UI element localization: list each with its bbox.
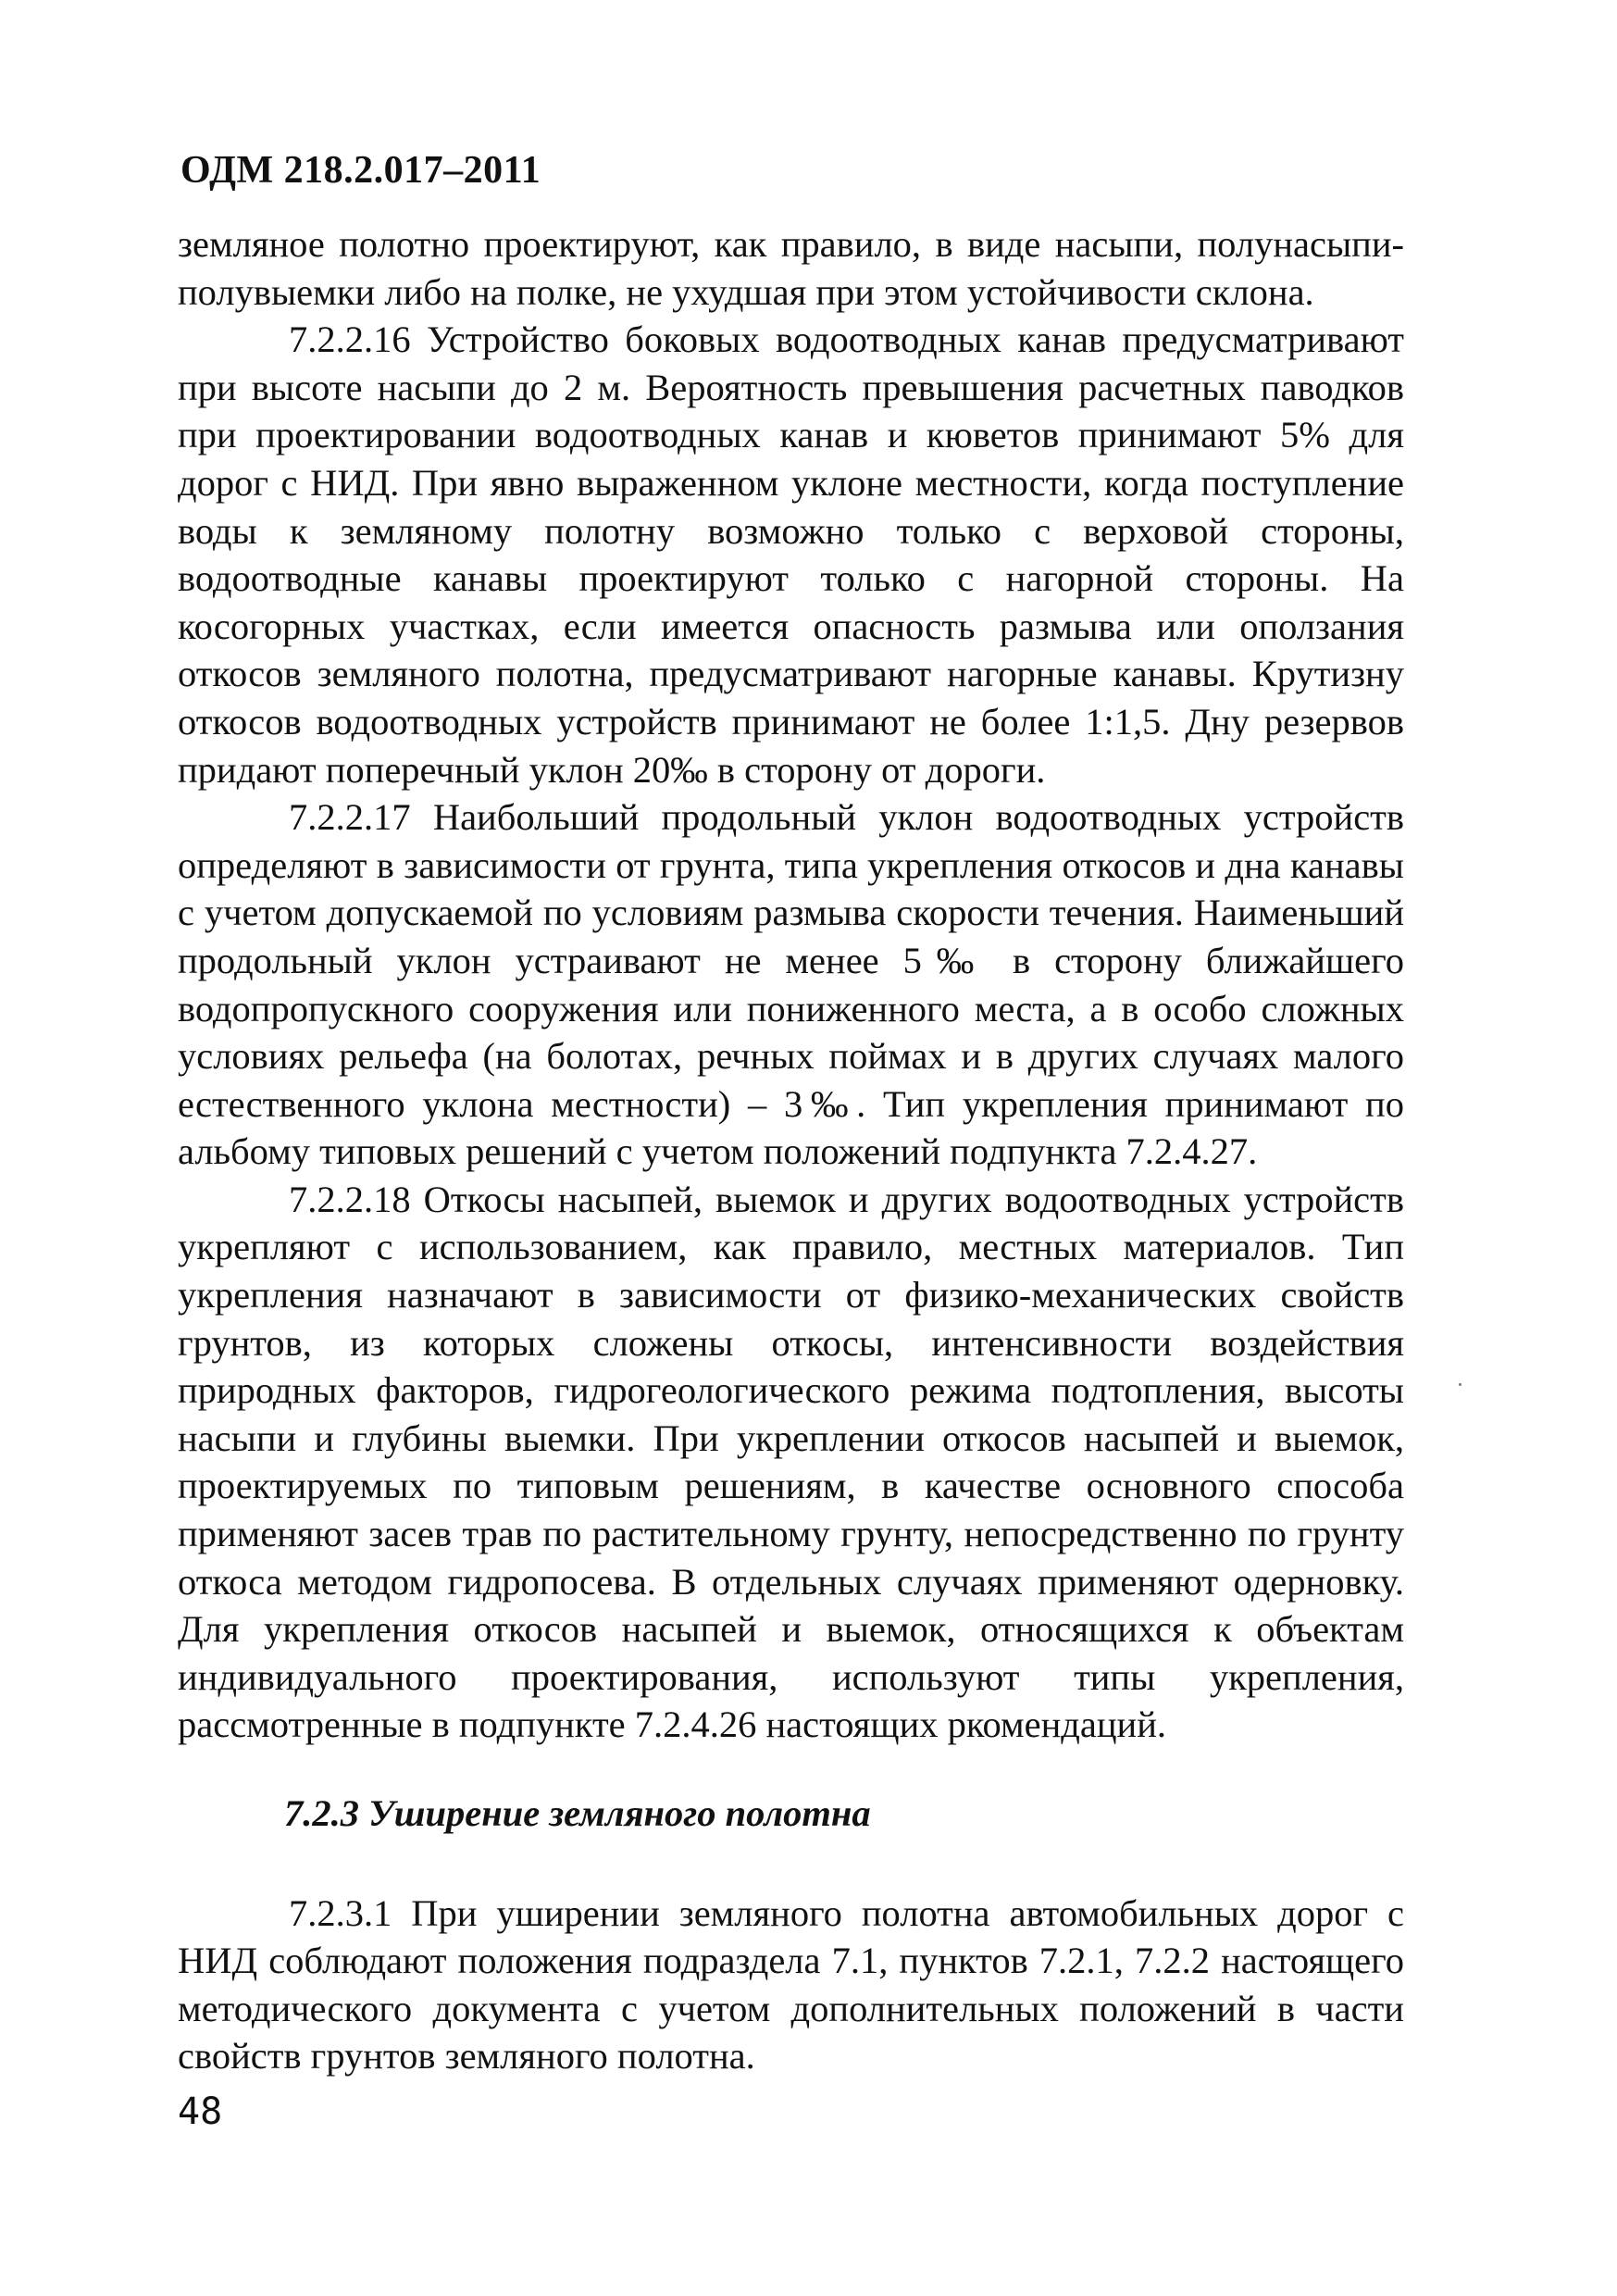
paragraph-7-2-3-1: 7.2.3.1 При уширении земляного полотна автомобильных дорог с НИД соблюдают положения подраздела 7.1, пунктов 7.2.1, 7.2.2 настоящего методического документа с учетом дополнительных положений в части свойств грунтов земляного полотна. — [178, 1891, 1404, 2078]
body-text — [178, 220, 1404, 2080]
page-number: 48 — [178, 2090, 223, 2133]
document-code-header: ОДМ 218.2.017–2011 — [180, 149, 541, 192]
section-heading-7-2-3: 7.2.3 Уширение земляного полотна — [284, 1792, 871, 1834]
paragraph-7-2-2-18: 7.2.2.18 Откосы насыпей, выемок и других водоотводных устройств укрепляют с использованием, как правило, местных материалов. Тип укрепления назначают в зависимости от физико-механических свойств грунтов, из которых сложены откосы, интенсивности воздействия природных факторов, гидрогеологического режима подтопления, высоты насыпи и глубины выемки. При укреплении откосов насыпей и выемок, проектируемых по типовым решениям, в качестве основного способа применяют засев трав по растительному грунту, непосредственно по грунту откоса методом гидропосева. В отдельных случаях применяют одерновку. Для укрепления откосов насыпей и выемок, относящихся к объектам индивидуального проектирования, используют типы укрепления, рассмотренные в подпункте 7.2.4.26 настоящих ркомендаций. — [178, 1178, 1404, 1746]
paragraph-7-2-2-17: 7.2.2.17 Наибольший продольный уклон водоотводных устройств определяют в зависимости от грунта, типа укрепления откосов и дна канавы с учетом допускаемой по условиям размыва скорости течения. Наименьший продольный уклон устраивают не менее 5‰ в сторону ближайшего водопропускного сооружения или пониженного места, а в особо сложных условиях рельефа (на болотах, речных поймах и в других случаях малого естественного уклона местности) – 3‰. Тип укрепления принимают по альбому типовых решений с учетом положений подпункта 7.2.4.27. — [178, 796, 1404, 1173]
paragraph-continuation: земляное полотно проектируют, как правило, в виде насыпи, полунасыпи-полувыемки либо на полке, не ухудшая при этом устойчивости склона. — [178, 223, 1404, 313]
paragraph-7-2-2-16: 7.2.2.16 Устройство боковых водоотводных канав предусматривают при высоте насыпи до 2 м. Вероятность превышения расчетных паводков при проектировании водоотводных канав и кюветов принимают 5% для дорог с НИД. При явно выраженном уклоне местности, когда поступление воды к земляному полотну возможно только с верховой стороны, водоотводные канавы проектируют только с нагорной стороны. На косогорных участках, если имеется опасность размыва или оползания откосов земляного полотна, предусматривают нагорные канавы. Крутизну откосов водоотводных устройств принимают не более 1:1,5. Дну резервов придают поперечный уклон 20‰ в сторону от дороги. — [178, 318, 1404, 791]
scan-speck — [1459, 1383, 1462, 1386]
